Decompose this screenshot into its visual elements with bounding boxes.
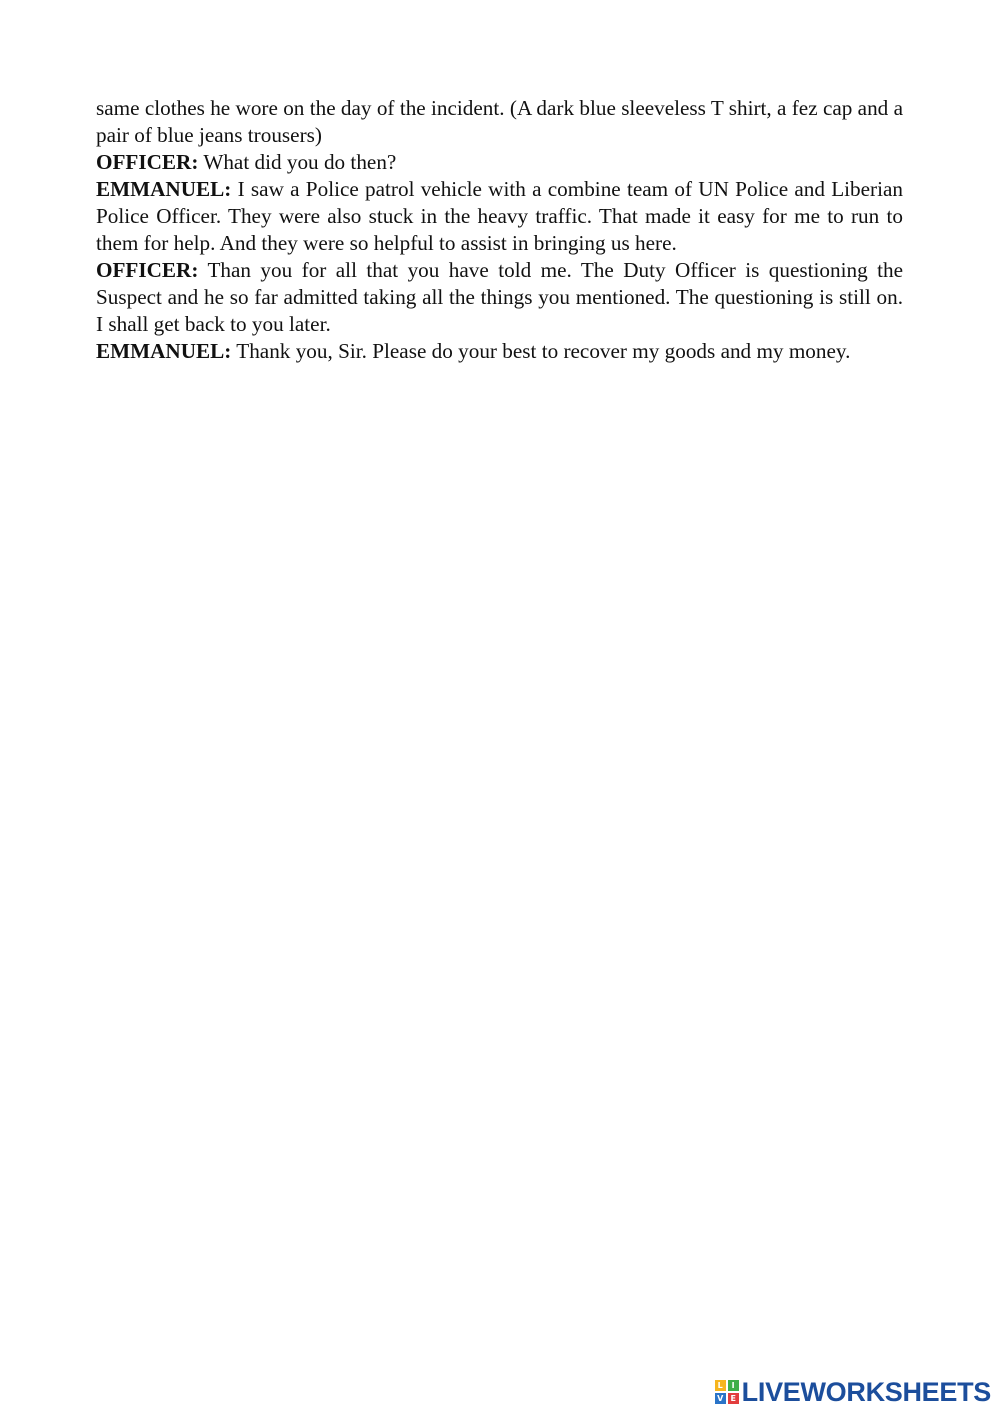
- liveworksheets-logo[interactable]: [715, 1376, 991, 1407]
- paragraph-text: Thank you, Sir. Please do your best to recover my goods and my money.: [231, 339, 851, 363]
- paragraph-emmanuel-answer: [96, 176, 903, 257]
- logo-cell-i: I: [728, 1380, 739, 1391]
- logo-cell-l: L: [715, 1380, 726, 1391]
- paragraph-text: same clothes he wore on the day of the incident. (A dark blue sleeveless T shirt, a fez cap and a pair of blue jeans trousers): [96, 96, 903, 147]
- logo-cell-e: E: [728, 1393, 739, 1404]
- speaker-label: EMMANUEL:: [96, 177, 232, 201]
- paragraph-text: Than you for all that you have told me. The Duty Officer is questioning the Suspect and he so far admitted taking all the things you mentioned. The questioning is still on. I shall get back to you later.: [96, 258, 903, 336]
- logo-grid-icon: [715, 1380, 739, 1404]
- paragraph-text: I saw a Police patrol vehicle with a combine team of UN Police and Liberian Police Officer. They were also stuck in the heavy traffic. That made it easy for me to run to them for help. And they were so helpful to assist in bringing us here.: [96, 177, 903, 255]
- document-body: [96, 95, 903, 365]
- speaker-label: OFFICER:: [96, 150, 199, 174]
- paragraph-officer-reply: [96, 257, 903, 338]
- paragraph-continuation: [96, 95, 903, 149]
- speaker-label: EMMANUEL:: [96, 339, 232, 363]
- paragraph-officer-question: [96, 149, 903, 176]
- logo-cell-v: V: [715, 1393, 726, 1404]
- paragraph-emmanuel-thanks: [96, 338, 903, 365]
- logo-text: LIVEWORKSHEETS: [741, 1376, 991, 1407]
- paragraph-text: What did you do then?: [198, 150, 397, 174]
- speaker-label: OFFICER:: [96, 258, 199, 282]
